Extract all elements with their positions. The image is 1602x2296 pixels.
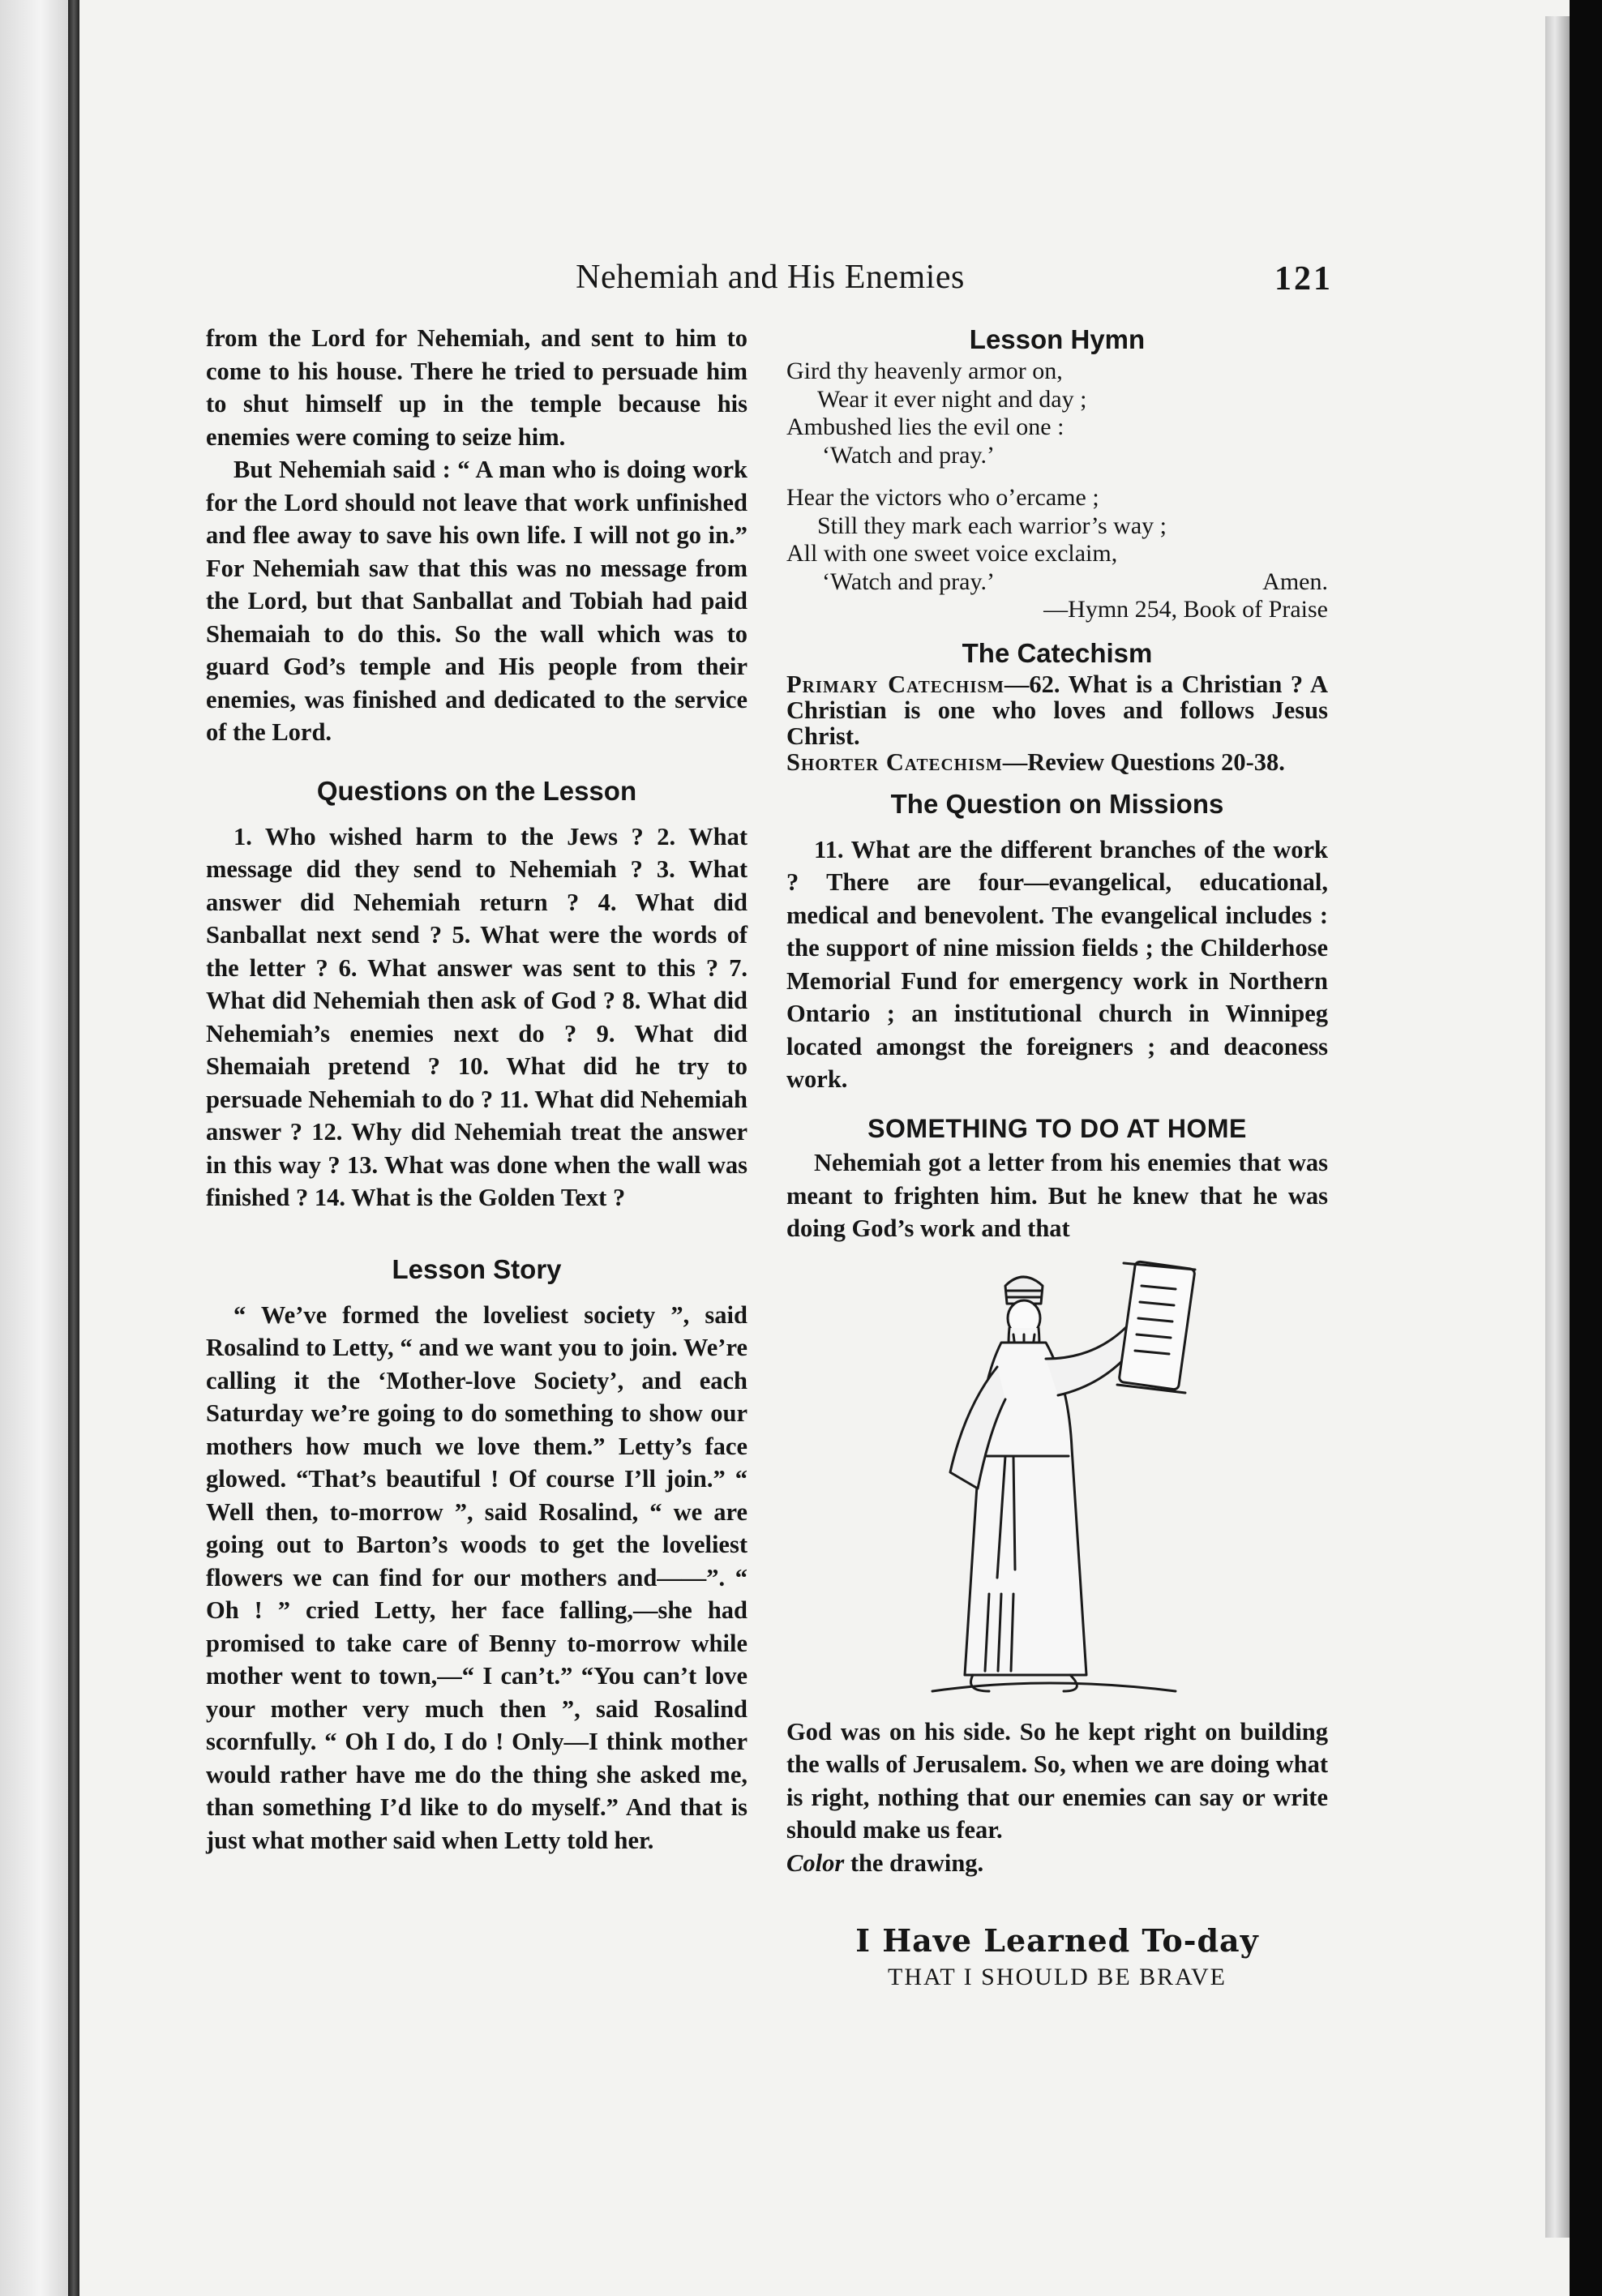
catechism-heading: The Catechism	[962, 637, 1153, 668]
color-instruction: the drawing.	[844, 1848, 984, 1877]
hymn-line: Hear the victors who o’ercame ;	[786, 484, 1099, 511]
shorter-catechism-label: Shorter Catechism	[786, 747, 1003, 776]
questions-text: 1. Who wished harm to the Jews ? 2. What message did they send to Nehemiah ? 3. What answer did Nehemiah return ? 4. What did Sanballat next send ? 5. What were the words of the letter ? 6. What answer was sent to this ? 7. What did Nehemiah then ask of God ? 8. What did Nehemiah’s enemies next do ? 9. What did Shemaiah pretend ? 10. What did he try to persuade Nehemiah to do ? 11. What did Nehemiah answer ? 12. Why did Nehemiah treat the answer in this way ? 13. What was done when the wall was finished ? 14. What is the Golden Text ?	[206, 822, 747, 1211]
primary-catechism	[786, 671, 1328, 749]
left-page-edge	[0, 0, 68, 2296]
book-gutter	[68, 0, 79, 2296]
learned-text: THAT I SHOULD BE BRAVE	[888, 1963, 1227, 1990]
paragraph: from the Lord for Nehemiah, and sent to him to come to his house. There he tried to persuade him to shut himself up in the temple because his enemies were coming to seize him.	[206, 324, 747, 451]
hymn-amen: Amen.	[1262, 568, 1328, 595]
color-word: Color	[786, 1848, 845, 1877]
hymn-line: Still they mark each warrior’s way ;	[817, 512, 1167, 539]
hymn-line-text: ‘Watch and pray.’	[822, 568, 996, 595]
missions-heading: The Question on Missions	[890, 788, 1224, 819]
primary-catechism-label: Primary Catechism	[786, 670, 1004, 698]
hymn-line: Wear it ever night and day ;	[817, 385, 1087, 413]
story-heading: Lesson Story	[392, 1253, 562, 1284]
primary-catechism-text: —62. What is a Christian ? A Christian is one who loves and follows Jesus Christ.	[786, 670, 1329, 750]
home-text-continued	[786, 1716, 1328, 1880]
hymn-line: All with one sweet voice exclaim,	[786, 540, 1118, 567]
questions-heading: Questions on the Lesson	[316, 775, 637, 806]
hymn-line: Gird thy heavenly armor on,	[786, 358, 1063, 384]
learned-heading: I Have Learned To-day	[855, 1922, 1259, 1959]
page-stack-edge	[1545, 16, 1570, 2238]
hymn-source: —Hymn 254, Book of Praise	[1043, 596, 1328, 623]
hymn-heading: Lesson Hymn	[969, 324, 1146, 354]
hymn-line: ‘Watch and pray.’	[822, 441, 996, 469]
story-text: “ We’ve formed the loveliest society ”, said Rosalind to Letty, “ and we want you to join. We’re calling it the ‘Mother-love Society’, and each Saturday we’re going to do something to show our mothers how much we love them.” Letty’s face glowed. “That’s beautiful ! Of course I’ll join.” “ Well then, to-morrow ”, said Rosalind, “ we are going out to Barton’s woods to get the loveliest flowers we can find for our mothers and——”. “ Oh ! ” cried Letty, her face falling,—she had promised to take care of Benny to-morrow while mother went to town,—“ I can’t.” “You can’t love your mother very much then ”, said Rosalind scornfully. “ Oh I do, I do ! Only—I think mother would rather have me do the thing she asked me, than something I’d like to do myself.” And that is just what mother said when Letty told her.	[206, 1300, 747, 1854]
home-heading: SOMETHING TO DO AT HOME	[867, 1113, 1247, 1143]
running-head: Nehemiah and His Enemies	[576, 259, 965, 296]
page-number: 121	[1274, 260, 1333, 298]
right-column	[786, 322, 1328, 1994]
paragraph: But Nehemiah said : “ A man who is doing work for the Lord should not leave that work unfinished and flee away to save his own life. I will not go in.” For Nehemiah saw that this was no message from the Lord, but that Sanballat and Tobiah had paid Shemaiah to do this. So the wall which was to guard God’s temple and His people from their enemies, was finished and dedicated to the service of the Lord.	[206, 456, 747, 746]
home-text-after: God was on his side. So he kept right on building the walls of Jerusalem. So, when we are doing what is right, nothing that our enemies can say or write should make us fear.	[786, 1717, 1328, 1844]
home-text: Nehemiah got a letter from his enemies that was meant to frighten him. But he knew that he was doing God’s work and that	[786, 1149, 1328, 1242]
shorter-catechism	[786, 749, 1328, 775]
missions-text: 11. What are the different branches of the work ? There are four—evangelical, educational, medical and benevolent. The evangelical includes : the support of nine mission fields ; the Childerhose Memorial Fund for emergency work in Northern Ontario ; an institutional church in Winnipeg located amongst the foreigners ; and deaconess work.	[786, 835, 1328, 1093]
hymn-line	[786, 568, 1328, 597]
hymn-line: Ambushed lies the evil one :	[786, 413, 1064, 440]
hymn	[786, 358, 1328, 624]
left-column	[206, 322, 747, 1857]
nehemiah-illustration	[884, 1253, 1224, 1707]
shorter-catechism-text: —Review Questions 20-38.	[1002, 747, 1285, 776]
